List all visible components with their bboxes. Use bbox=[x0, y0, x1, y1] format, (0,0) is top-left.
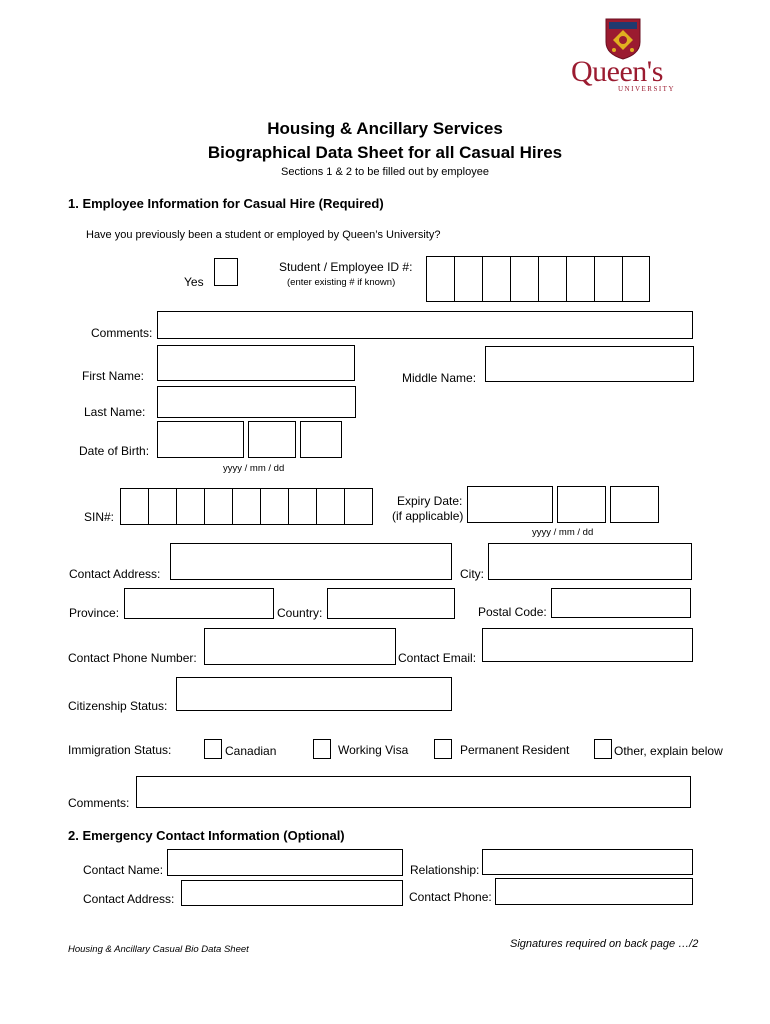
emergency-relationship-label: Relationship: bbox=[410, 863, 480, 877]
emergency-contact-phone-label: Contact Phone: bbox=[409, 890, 492, 904]
comments2-label: Comments: bbox=[68, 796, 130, 810]
yes-checkbox[interactable] bbox=[214, 258, 238, 286]
section2-heading: 2. Emergency Contact Information (Optional) bbox=[68, 828, 345, 843]
comments-input[interactable] bbox=[157, 311, 693, 339]
expiry-year-input[interactable] bbox=[467, 486, 553, 523]
student-id-hint: (enter existing # if known) bbox=[287, 277, 396, 288]
phone-label: Contact Phone Number: bbox=[68, 651, 197, 665]
dob-day-input[interactable] bbox=[300, 421, 342, 458]
last-name-label: Last Name: bbox=[84, 405, 146, 419]
immigration-canadian-checkbox[interactable] bbox=[204, 739, 222, 759]
sin-digit[interactable] bbox=[204, 488, 233, 525]
sin-digit[interactable] bbox=[344, 488, 373, 525]
student-id-digit[interactable] bbox=[454, 256, 483, 302]
sin-label: SIN#: bbox=[84, 510, 115, 524]
middle-name-input[interactable] bbox=[485, 346, 694, 382]
sin-digit[interactable] bbox=[260, 488, 289, 525]
section1-heading: 1. Employee Information for Casual Hire (Required) bbox=[68, 196, 384, 211]
emergency-contact-address-input[interactable] bbox=[181, 880, 403, 906]
emergency-contact-address-label: Contact Address: bbox=[83, 892, 175, 906]
emergency-contact-phone-input[interactable] bbox=[495, 878, 693, 905]
student-id-digit[interactable] bbox=[566, 256, 595, 302]
province-input[interactable] bbox=[124, 588, 274, 619]
country-input[interactable] bbox=[327, 588, 455, 619]
student-id-digit[interactable] bbox=[510, 256, 539, 302]
dob-label: Date of Birth: bbox=[79, 444, 150, 458]
student-id-digit[interactable] bbox=[594, 256, 623, 302]
dob-format-hint: yyyy / mm / dd bbox=[223, 463, 285, 474]
previous-employment-question: Have you previously been a student or employed by Queen’s University? bbox=[86, 229, 441, 241]
sin-digit[interactable] bbox=[176, 488, 205, 525]
student-id-digit[interactable] bbox=[622, 256, 650, 302]
last-name-input[interactable] bbox=[157, 386, 356, 418]
student-id-digit[interactable] bbox=[482, 256, 511, 302]
postal-code-input[interactable] bbox=[551, 588, 691, 618]
first-name-label: First Name: bbox=[82, 369, 145, 383]
sin-digit[interactable] bbox=[316, 488, 345, 525]
comments-label: Comments: bbox=[91, 326, 153, 340]
logo-wordmark: Queen's bbox=[571, 55, 663, 88]
emergency-relationship-input[interactable] bbox=[482, 849, 693, 875]
immigration-permanent-resident-label: Permanent Resident bbox=[460, 743, 570, 757]
postal-code-label: Postal Code: bbox=[478, 605, 547, 619]
comments2-input[interactable] bbox=[136, 776, 691, 808]
sin-digit[interactable] bbox=[232, 488, 261, 525]
immigration-other-label: Other, explain below bbox=[614, 744, 723, 758]
emergency-contact-name-label: Contact Name: bbox=[83, 863, 164, 877]
citizenship-label: Citizenship Status: bbox=[68, 699, 168, 713]
expiry-month-input[interactable] bbox=[557, 486, 606, 523]
student-id-label: Student / Employee ID #: bbox=[279, 260, 413, 274]
sin-digit[interactable] bbox=[288, 488, 317, 525]
city-input[interactable] bbox=[488, 543, 692, 580]
page-subtitle-main: Biographical Data Sheet for all Casual Hires bbox=[207, 143, 563, 162]
contact-address-label: Contact Address: bbox=[69, 567, 161, 581]
immigration-working-visa-label: Working Visa bbox=[338, 743, 409, 757]
sin-digit[interactable] bbox=[148, 488, 177, 525]
phone-input[interactable] bbox=[204, 628, 396, 665]
student-id-digit[interactable] bbox=[426, 256, 455, 302]
immigration-working-visa-checkbox[interactable] bbox=[313, 739, 331, 759]
footer-signature-note: Signatures required on back page …/2 bbox=[510, 938, 699, 950]
immigration-label: Immigration Status: bbox=[68, 743, 172, 757]
expiry-label-note: (if applicable) bbox=[392, 509, 464, 523]
immigration-canadian-label: Canadian bbox=[225, 744, 277, 758]
page-instructions: Sections 1 & 2 to be filled out by employee bbox=[281, 166, 489, 178]
middle-name-label: Middle Name: bbox=[402, 371, 477, 385]
city-label: City: bbox=[460, 567, 484, 581]
page-title: Housing & Ancillary Services bbox=[267, 119, 503, 138]
immigration-other-checkbox[interactable] bbox=[594, 739, 612, 759]
student-id-digit[interactable] bbox=[538, 256, 567, 302]
emergency-contact-name-input[interactable] bbox=[167, 849, 403, 876]
province-label: Province: bbox=[69, 606, 120, 620]
country-label: Country: bbox=[277, 606, 323, 620]
citizenship-input[interactable] bbox=[176, 677, 452, 711]
dob-month-input[interactable] bbox=[248, 421, 296, 458]
contact-address-input[interactable] bbox=[170, 543, 452, 580]
footer-document-name: Housing & Ancillary Casual Bio Data Sheet bbox=[68, 944, 249, 955]
dob-year-input[interactable] bbox=[157, 421, 244, 458]
queens-crest-icon bbox=[605, 18, 641, 60]
email-label: Contact Email: bbox=[398, 651, 477, 665]
email-input[interactable] bbox=[482, 628, 693, 662]
logo-subtitle: UNIVERSITY bbox=[618, 85, 675, 93]
expiry-day-input[interactable] bbox=[610, 486, 659, 523]
yes-label: Yes bbox=[184, 275, 204, 289]
expiry-format-hint: yyyy / mm / dd bbox=[532, 527, 594, 538]
first-name-input[interactable] bbox=[157, 345, 355, 381]
sin-digit[interactable] bbox=[120, 488, 149, 525]
immigration-permanent-resident-checkbox[interactable] bbox=[434, 739, 452, 759]
expiry-label: Expiry Date: bbox=[397, 494, 463, 508]
